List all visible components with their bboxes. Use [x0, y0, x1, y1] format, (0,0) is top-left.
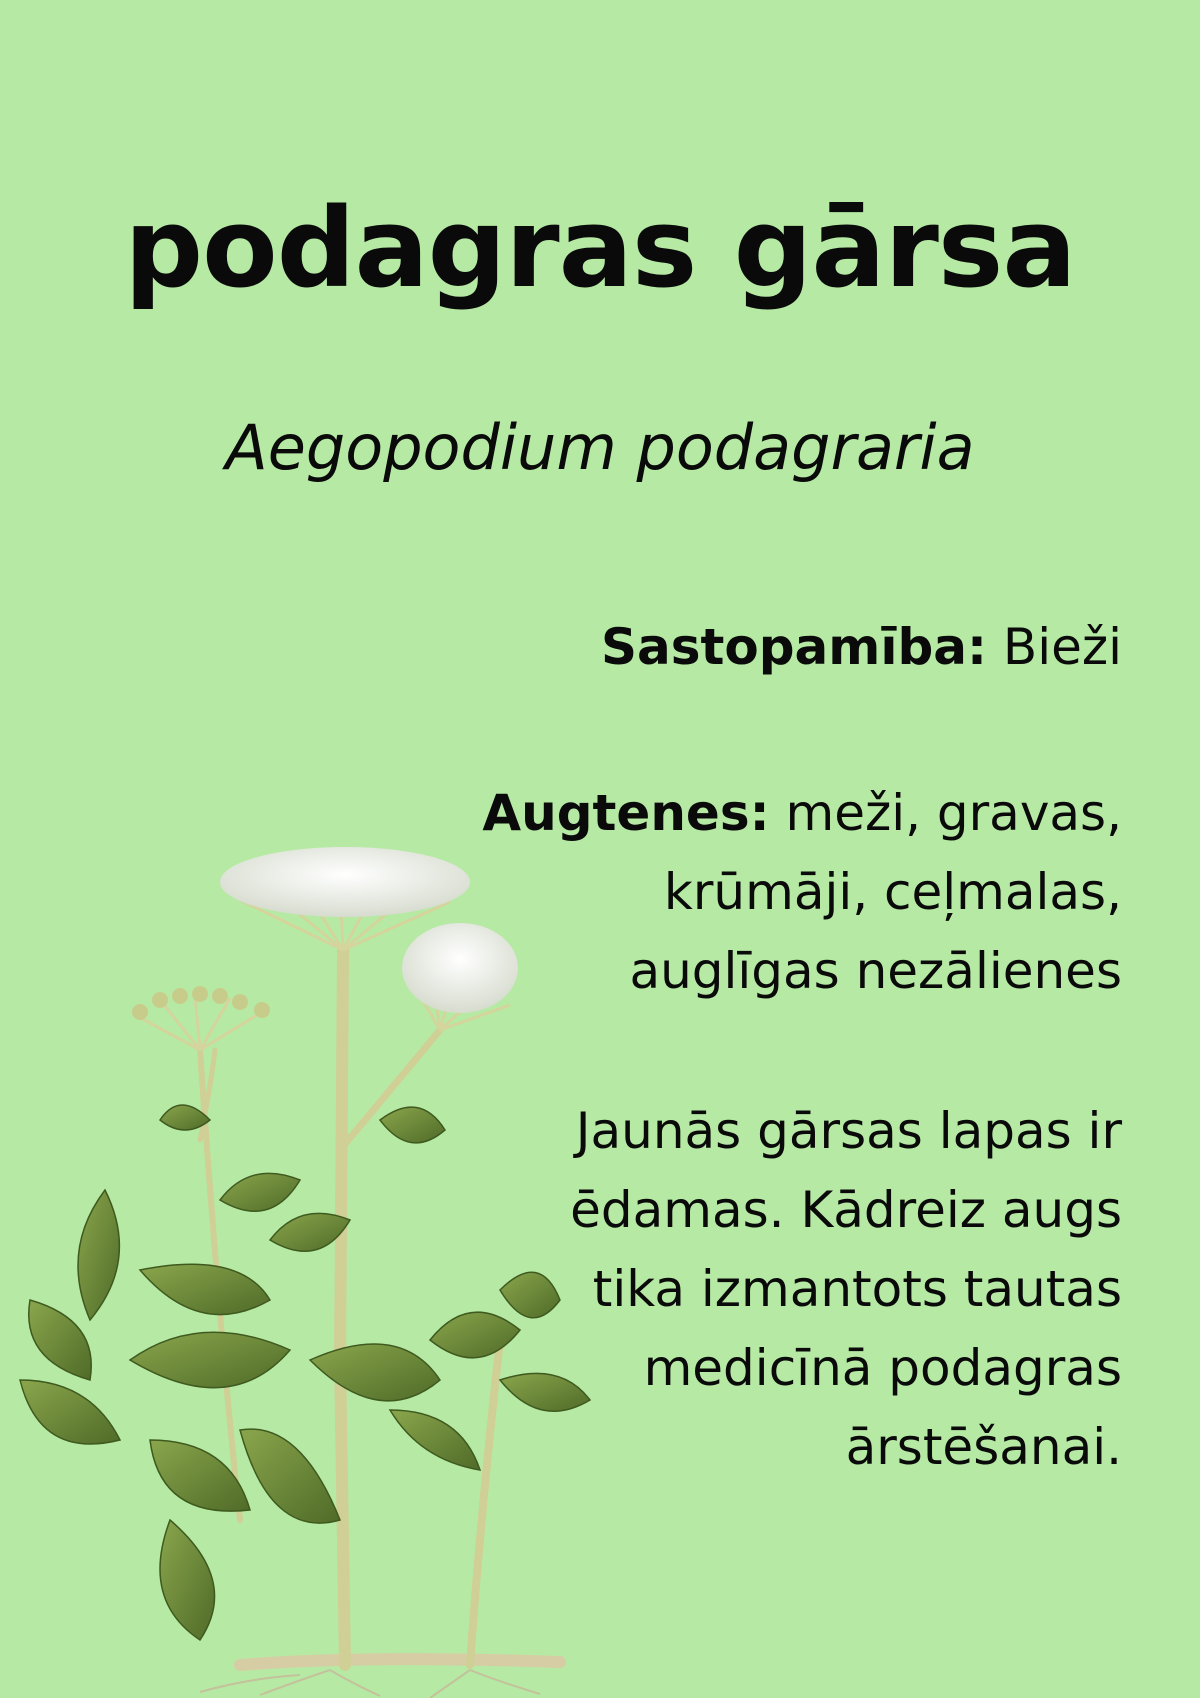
habitat-label: Augtenes:	[482, 784, 770, 842]
page-title: podagras gārsa	[124, 184, 1076, 312]
note-paragraph: Jaunās gārsas lapas ir ēdamas. Kādreiz augs tika izmantots tautas medicīnā podagras ārstēšanai.	[570, 1102, 1122, 1476]
occurrence-line	[422, 608, 1122, 687]
ground-elder-plant-icon	[0, 820, 620, 1698]
habitat-value: meži, gravas, krūmāji, ceļmalas, auglīgas nezālienes	[629, 784, 1122, 1000]
occurrence-value: Bieži	[1002, 618, 1122, 676]
occurrence-label: Sastopamība:	[600, 618, 987, 676]
latin-name: Aegopodium podagraria	[225, 411, 975, 484]
